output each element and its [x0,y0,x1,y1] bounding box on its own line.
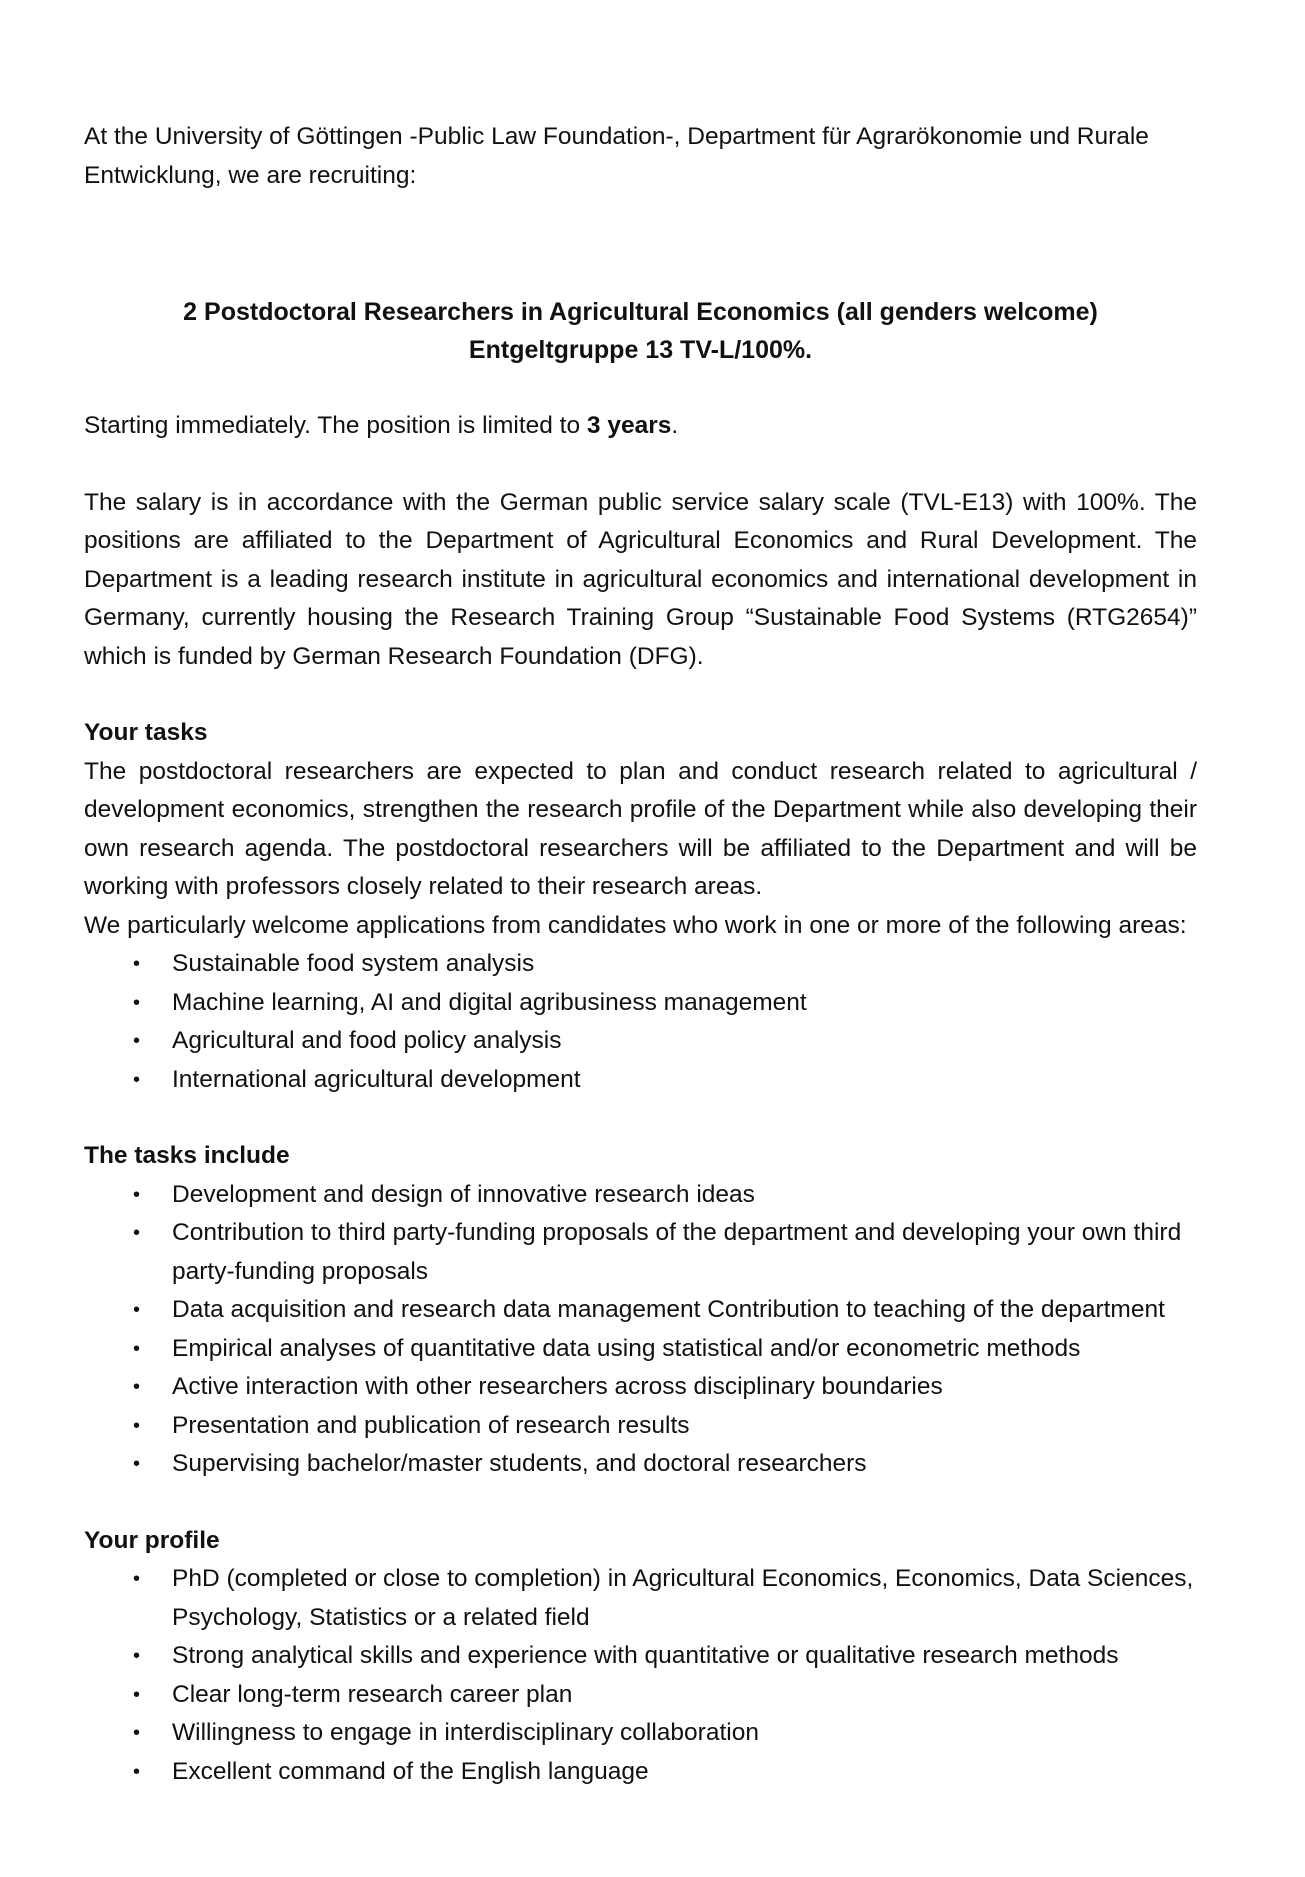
list-item-text: Excellent command of the English language [172,1757,649,1785]
your-profile-heading: Your profile [84,1526,220,1554]
list-item-text: PhD (completed or close to completion) in Agricultural Economics, Economics, Data Sciences, Psychology, Statistics or a related field [172,1565,1194,1631]
list-item [84,1407,1197,1446]
bullet-icon: • [133,1683,141,1706]
your-profile-list [84,1560,1197,1791]
tasks-include-heading: The tasks include [84,1142,290,1169]
tasks-include-list [84,1176,1197,1484]
bullet-icon: • [133,1068,141,1091]
duration-bold: 3 years [586,412,672,439]
list-item [84,1753,1197,1792]
list-item-text: Active interaction with other researchers across disciplinary boundaries [172,1373,943,1400]
job-title-block [84,293,1197,369]
list-item [84,1214,1197,1291]
document-page [84,118,1197,1791]
bullet-icon: • [133,953,141,975]
list-item [84,945,1197,984]
bullet-icon: • [133,991,141,1014]
bullet-icon: • [133,1376,141,1398]
pay-grade: Entgeltgruppe 13 TV-L/100%. [468,336,813,364]
bullet-icon: • [133,1299,141,1321]
list-item [84,1022,1197,1061]
bullet-icon: • [133,1568,141,1590]
list-item [84,1291,1197,1330]
list-item-text: Supervising bachelor/master students, and doctoral researchers [172,1450,867,1477]
start-paragraph [84,407,1197,446]
list-item [84,1061,1197,1100]
list-item-text: Machine learning, AI and digital agribusiness management [172,988,807,1016]
bullet-icon: • [133,1722,141,1744]
bullet-icon: • [133,1222,141,1244]
list-item-text: International agricultural development [172,1065,581,1093]
bullet-icon: • [133,1183,141,1206]
intro-paragraph: At the University of Göttingen -Public Law Foundation-, Department für Agrarökonomie und Rurale Entwicklung, we are recruiting: [84,123,1149,189]
bullet-icon: • [133,1645,141,1667]
list-item-text: Data acquisition and research data management Contribution to teaching of the department [172,1296,1165,1323]
list-item-text: Clear long-term research career plan [172,1680,573,1708]
list-item [84,1330,1197,1369]
list-item [84,1560,1197,1637]
start-text: Starting immediately. The position is limited to [84,412,587,439]
list-item [84,1714,1197,1753]
start-text-end: . [671,412,679,439]
list-item-text: Agricultural and food policy analysis [172,1027,562,1054]
list-item [84,1676,1197,1715]
list-item-text: Empirical analyses of quantitative data using statistical and/or econometric methods [172,1334,1081,1362]
list-item-text: Development and design of innovative research ideas [172,1180,755,1208]
bullet-icon: • [133,1337,141,1360]
list-item-text: Willingness to engage in interdisciplinary collaboration [172,1719,759,1746]
list-item [84,1445,1197,1484]
bullet-icon: • [133,1030,141,1052]
list-item [84,1637,1197,1676]
list-item [84,1368,1197,1407]
your-tasks-heading: Your tasks [84,719,208,746]
list-item-text: Sustainable food system analysis [172,950,535,977]
list-item-text: Presentation and publication of research results [172,1411,690,1439]
bullet-icon: • [133,1453,141,1475]
list-item-text: Contribution to third party-funding proposals of the department and developing your own third party-funding proposals [172,1219,1182,1285]
list-item [84,984,1197,1023]
bullet-icon: • [133,1414,141,1437]
salary-paragraph: The salary is in accordance with the German public service salary scale (TVL-E13) with 100%. The positions are affiliated to the Department of Agricultural Economics and Rural Development. The Department is a leading research institute in agricultural economics and international development in Germany, currently housing the Research Training Group “Sustainable Food Systems (RTG2654)” which is funded by German Research Foundation (DFG). [84,488,1197,670]
bullet-icon: • [133,1760,141,1783]
list-item [84,1176,1197,1215]
areas-intro: We particularly welcome applications from candidates who work in one or more of the following areas: [84,911,1187,939]
list-item-text: Strong analytical skills and experience with quantitative or qualitative research methods [172,1642,1119,1669]
job-title: 2 Postdoctoral Researchers in Agricultural Economics (all genders welcome) [183,298,1098,326]
areas-list [84,945,1197,1099]
your-tasks-paragraph: The postdoctoral researchers are expected to plan and conduct research related to agricultural / development economics, strengthen the research profile of the Department while also developing their own research agenda. The postdoctoral researchers will be affiliated to the Department and will be working with professors closely related to their research areas. [84,757,1197,900]
